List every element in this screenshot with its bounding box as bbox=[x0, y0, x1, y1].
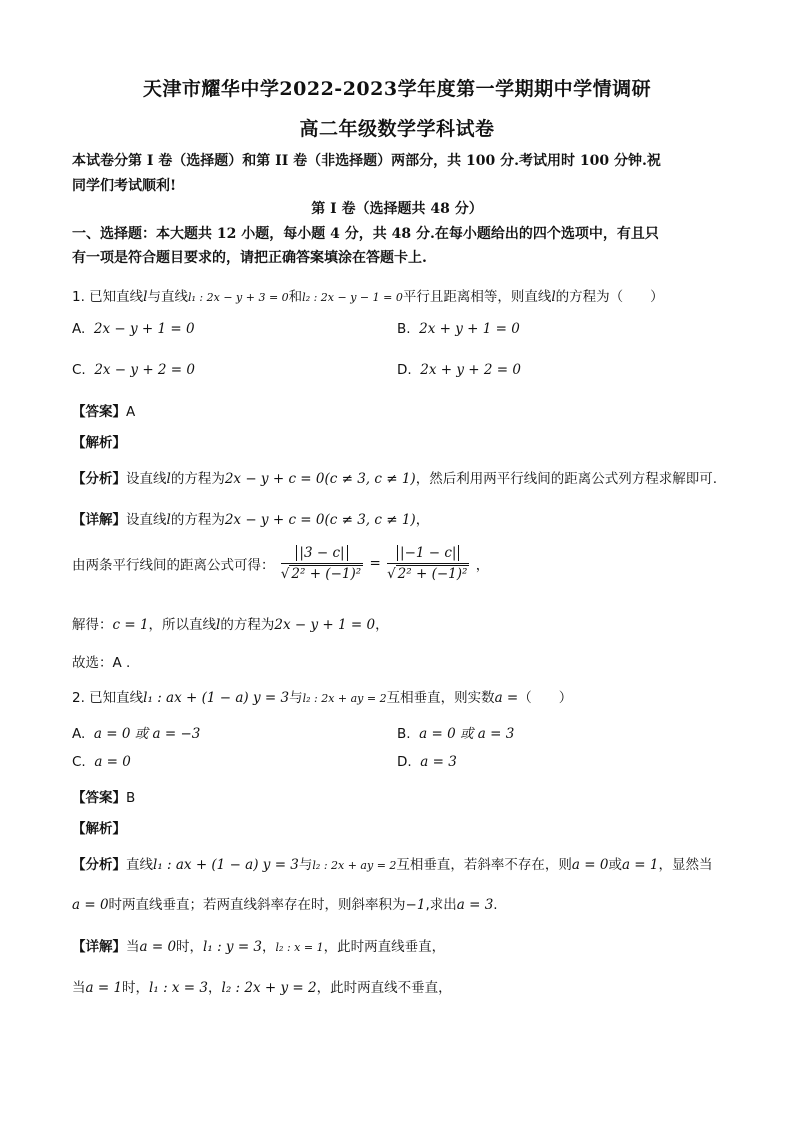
q1-option-d: D. 2x + y + 2 = 0 bbox=[397, 362, 521, 378]
q2-stem: 2. 已知直线l₁ : ax + (1 − a) y = 3与l₂ : 2x + ay = 2互相垂直，则实数a =（ ） bbox=[72, 690, 573, 706]
q1-option-c: C. 2x − y + 2 = 0 bbox=[72, 362, 196, 378]
q1-answer: 【答案】A bbox=[72, 404, 136, 420]
exam-title: 天津市耀华中学2022-2023学年度第一学期期中学情调研 bbox=[142, 78, 652, 100]
q1-analysis-heading: 【解析】 bbox=[72, 435, 126, 451]
exam-subtitle: 高二年级数学学科试卷 bbox=[299, 118, 495, 140]
intro-line-2: 同学们考试顺利! bbox=[72, 178, 177, 194]
section-instruction-2: 有一项是符合题目要求的，请把正确答案填涂在答题卡上. bbox=[72, 250, 427, 266]
fraction-left: $\frac{|3 - c|}{\text{√ 2² + (−1)²}}$ bbox=[280, 545, 362, 582]
q1-fenxi: 【分析】设直线l的方程为2x − y + c = 0(c ≠ 3, c ≠ 1)，然后利用两平行线间的距离公式列方程求解即可. bbox=[72, 471, 717, 487]
q2-option-c: C. a = 0 bbox=[72, 754, 131, 770]
q2-analysis-heading: 【解析】 bbox=[72, 821, 126, 837]
q1-choice: 故选：A . bbox=[72, 655, 131, 671]
q2-xiangjie-line-2: 当a = 1时，l₁ : x = 3，l₂ : 2x + y = 2，此时两直线不垂直， bbox=[72, 980, 452, 996]
intro-line-1: 本试卷分第 I 卷（选择题）和第 II 卷（非选择题）两部分，共 100 分.考试用时 100 分钟.祝 bbox=[72, 153, 661, 169]
q2-option-b: B. a = 0 或 a = 3 bbox=[397, 726, 515, 742]
q2-answer: 【答案】B bbox=[72, 790, 136, 806]
q1-solution: 解得：c = 1，所以直线l的方程为2x − y + 1 = 0， bbox=[72, 617, 389, 633]
q1-stem: 1. 已知直线l与直线l₁ : 2x − y + 3 = 0和l₂ : 2x − y − 1 = 0平行且距离相等，则直线l的方程为（ ） bbox=[72, 289, 664, 305]
q2-xiangjie-line-1: 【详解】当a = 0时，l₁ : y = 3，l₂ : x = 1，此时两直线垂直， bbox=[72, 939, 446, 955]
section-instruction-1: 一、选择题：本大题共 12 小题，每小题 4 分，共 48 分.在每小题给出的四个选项中，有且只 bbox=[72, 226, 659, 242]
q1-xiangjie: 【详解】设直线l的方程为2x − y + c = 0(c ≠ 3, c ≠ 1)， bbox=[72, 512, 430, 528]
part-heading: 第 I 卷（选择题共 48 分） bbox=[311, 201, 483, 217]
q1-distance-formula: 由两条平行线间的距离公式可得： $\frac{|3 - c|}{\text{√ 2² + (−1)²}}$ = $\frac{|-1 - c|}{\text{√ 2² + (−1)²}}$ ， bbox=[72, 545, 490, 582]
q2-fenxi-line-2: a = 0时两直线垂直；若两直线斜率存在时，则斜率积为−1,求出a = 3. bbox=[72, 897, 498, 913]
q1-option-a: A. 2x − y + 1 = 0 bbox=[72, 321, 195, 337]
q2-option-a: A. a = 0 或 a = −3 bbox=[72, 726, 201, 742]
fraction-right: $\frac{|-1 - c|}{\text{√ 2² + (−1)²}}$ bbox=[387, 545, 468, 582]
q2-fenxi-line-1: 【分析】直线l₁ : ax + (1 − a) y = 3与l₂ : 2x + ay = 2互相垂直，若斜率不存在，则a = 0或a = 1，显然当 bbox=[72, 857, 713, 873]
q2-option-d: D. a = 3 bbox=[397, 754, 457, 770]
q1-option-b: B. 2x + y + 1 = 0 bbox=[397, 321, 520, 337]
